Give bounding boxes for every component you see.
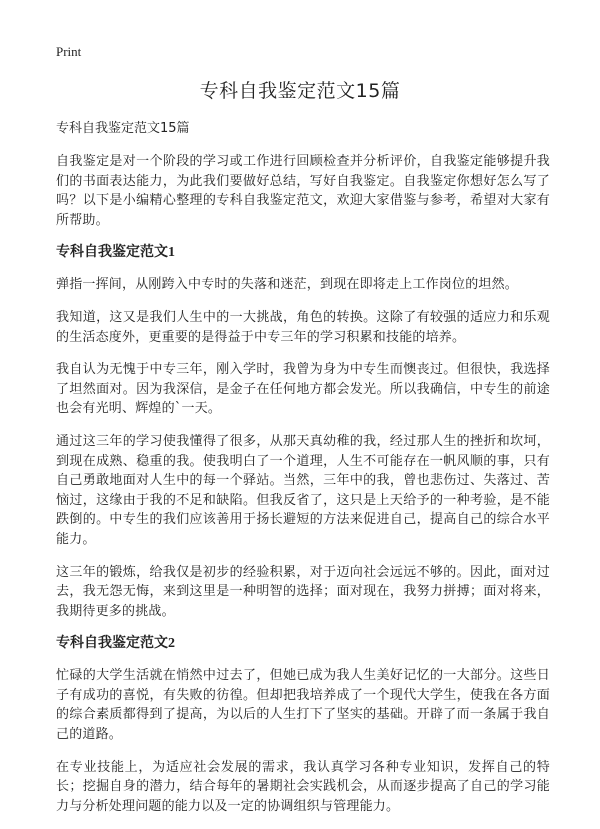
section-heading: 专科自我鉴定范文2: [56, 636, 175, 652]
intro-paragraph: 自我鉴定是对一个阶段的学习或工作进行回顾检查并分析评价，自我鉴定能够提升我们的书面表达能力，为此我们要做好总结，写好自我鉴定。自我鉴定你想好怎么写了吗？以下是小编精心整理的专科自我鉴定范文，欢迎大家借鉴与参考，希望对大家有所帮助。: [56, 154, 550, 228]
paragraph: 忙碌的大学生活就在悄然中过去了，但她已成为我人生美好记忆的一大部分。这些日子有成功的喜悦，有失败的彷徨。但却把我培养成了一个现代大学生，使我在各方面的综合素质都得到了提高，为以后的人生打下了坚实的基础。开辟了而一条属于我自己的道路。: [56, 668, 550, 743]
paragraph: 我自认为无愧于中专三年，刚入学时，我曾为身为中专生而懊丧过。但很快，我选择了坦然面对。因为我深信，是金子在任何地方都会发光。所以我确信，中专生的前途也会有光明、辉煌的`一天。: [56, 362, 550, 417]
paragraph: 我知道，这又是我们人生中的一大挑战，角色的转换。这除了有较强的适应力和乐观的生活态度外，更重要的是得益于中专三年的学习积累和技能的培养。: [56, 309, 550, 345]
paragraph: 这三年的锻炼，给我仅是初步的经验积累，对于迈向社会远远不够的。因此，面对过去，我无怨无悔，来到这里是一种明智的选择；面对现在，我努力拼搏；面对将来，我期待更多的挑战。: [56, 564, 550, 619]
section-1: [56, 243, 550, 621]
paragraph: 在专业技能上，为适应社会发展的需求，我认真学习各种专业知识，发挥自己的特长；挖掘自身的潜力，结合每年的暑期社会实践机会，从而逐步提高了自己的学习能力与分析处理问题的能力以及一定的协调组织与管理能力。: [56, 759, 550, 814]
section-2: [56, 634, 550, 816]
paragraph: 通过这三年的学习使我懂得了很多，从那天真幼稚的我，经过那人生的挫折和坎坷，到现在成熟、稳重的我。使我明白了一个道理，人生不可能存在一帆风顺的事，只有自己勇敢地面对人生中的每一个驿站。当然，三年中的我，曾也悲伤过、失落过、苦恼过，这缘由于我的不足和缺陷。但我反省了，这只是上天给予的一种考验，是不能跌倒的。中专生的我们应该善用于扬长避短的方法来促进自己，提高自己的综合水平能力。: [56, 433, 550, 547]
document-body: [56, 119, 550, 829]
paragraph: 弹指一挥间，从刚跨入中专时的失落和迷茫，到现在即将走上工作岗位的坦然。: [56, 277, 519, 293]
page-title: 专科自我鉴定范文15篇: [199, 80, 401, 102]
print-link[interactable]: Print: [56, 44, 82, 59]
document-subtitle: 专科自我鉴定范文15篇: [56, 121, 190, 136]
section-heading: 专科自我鉴定范文1: [56, 245, 175, 261]
